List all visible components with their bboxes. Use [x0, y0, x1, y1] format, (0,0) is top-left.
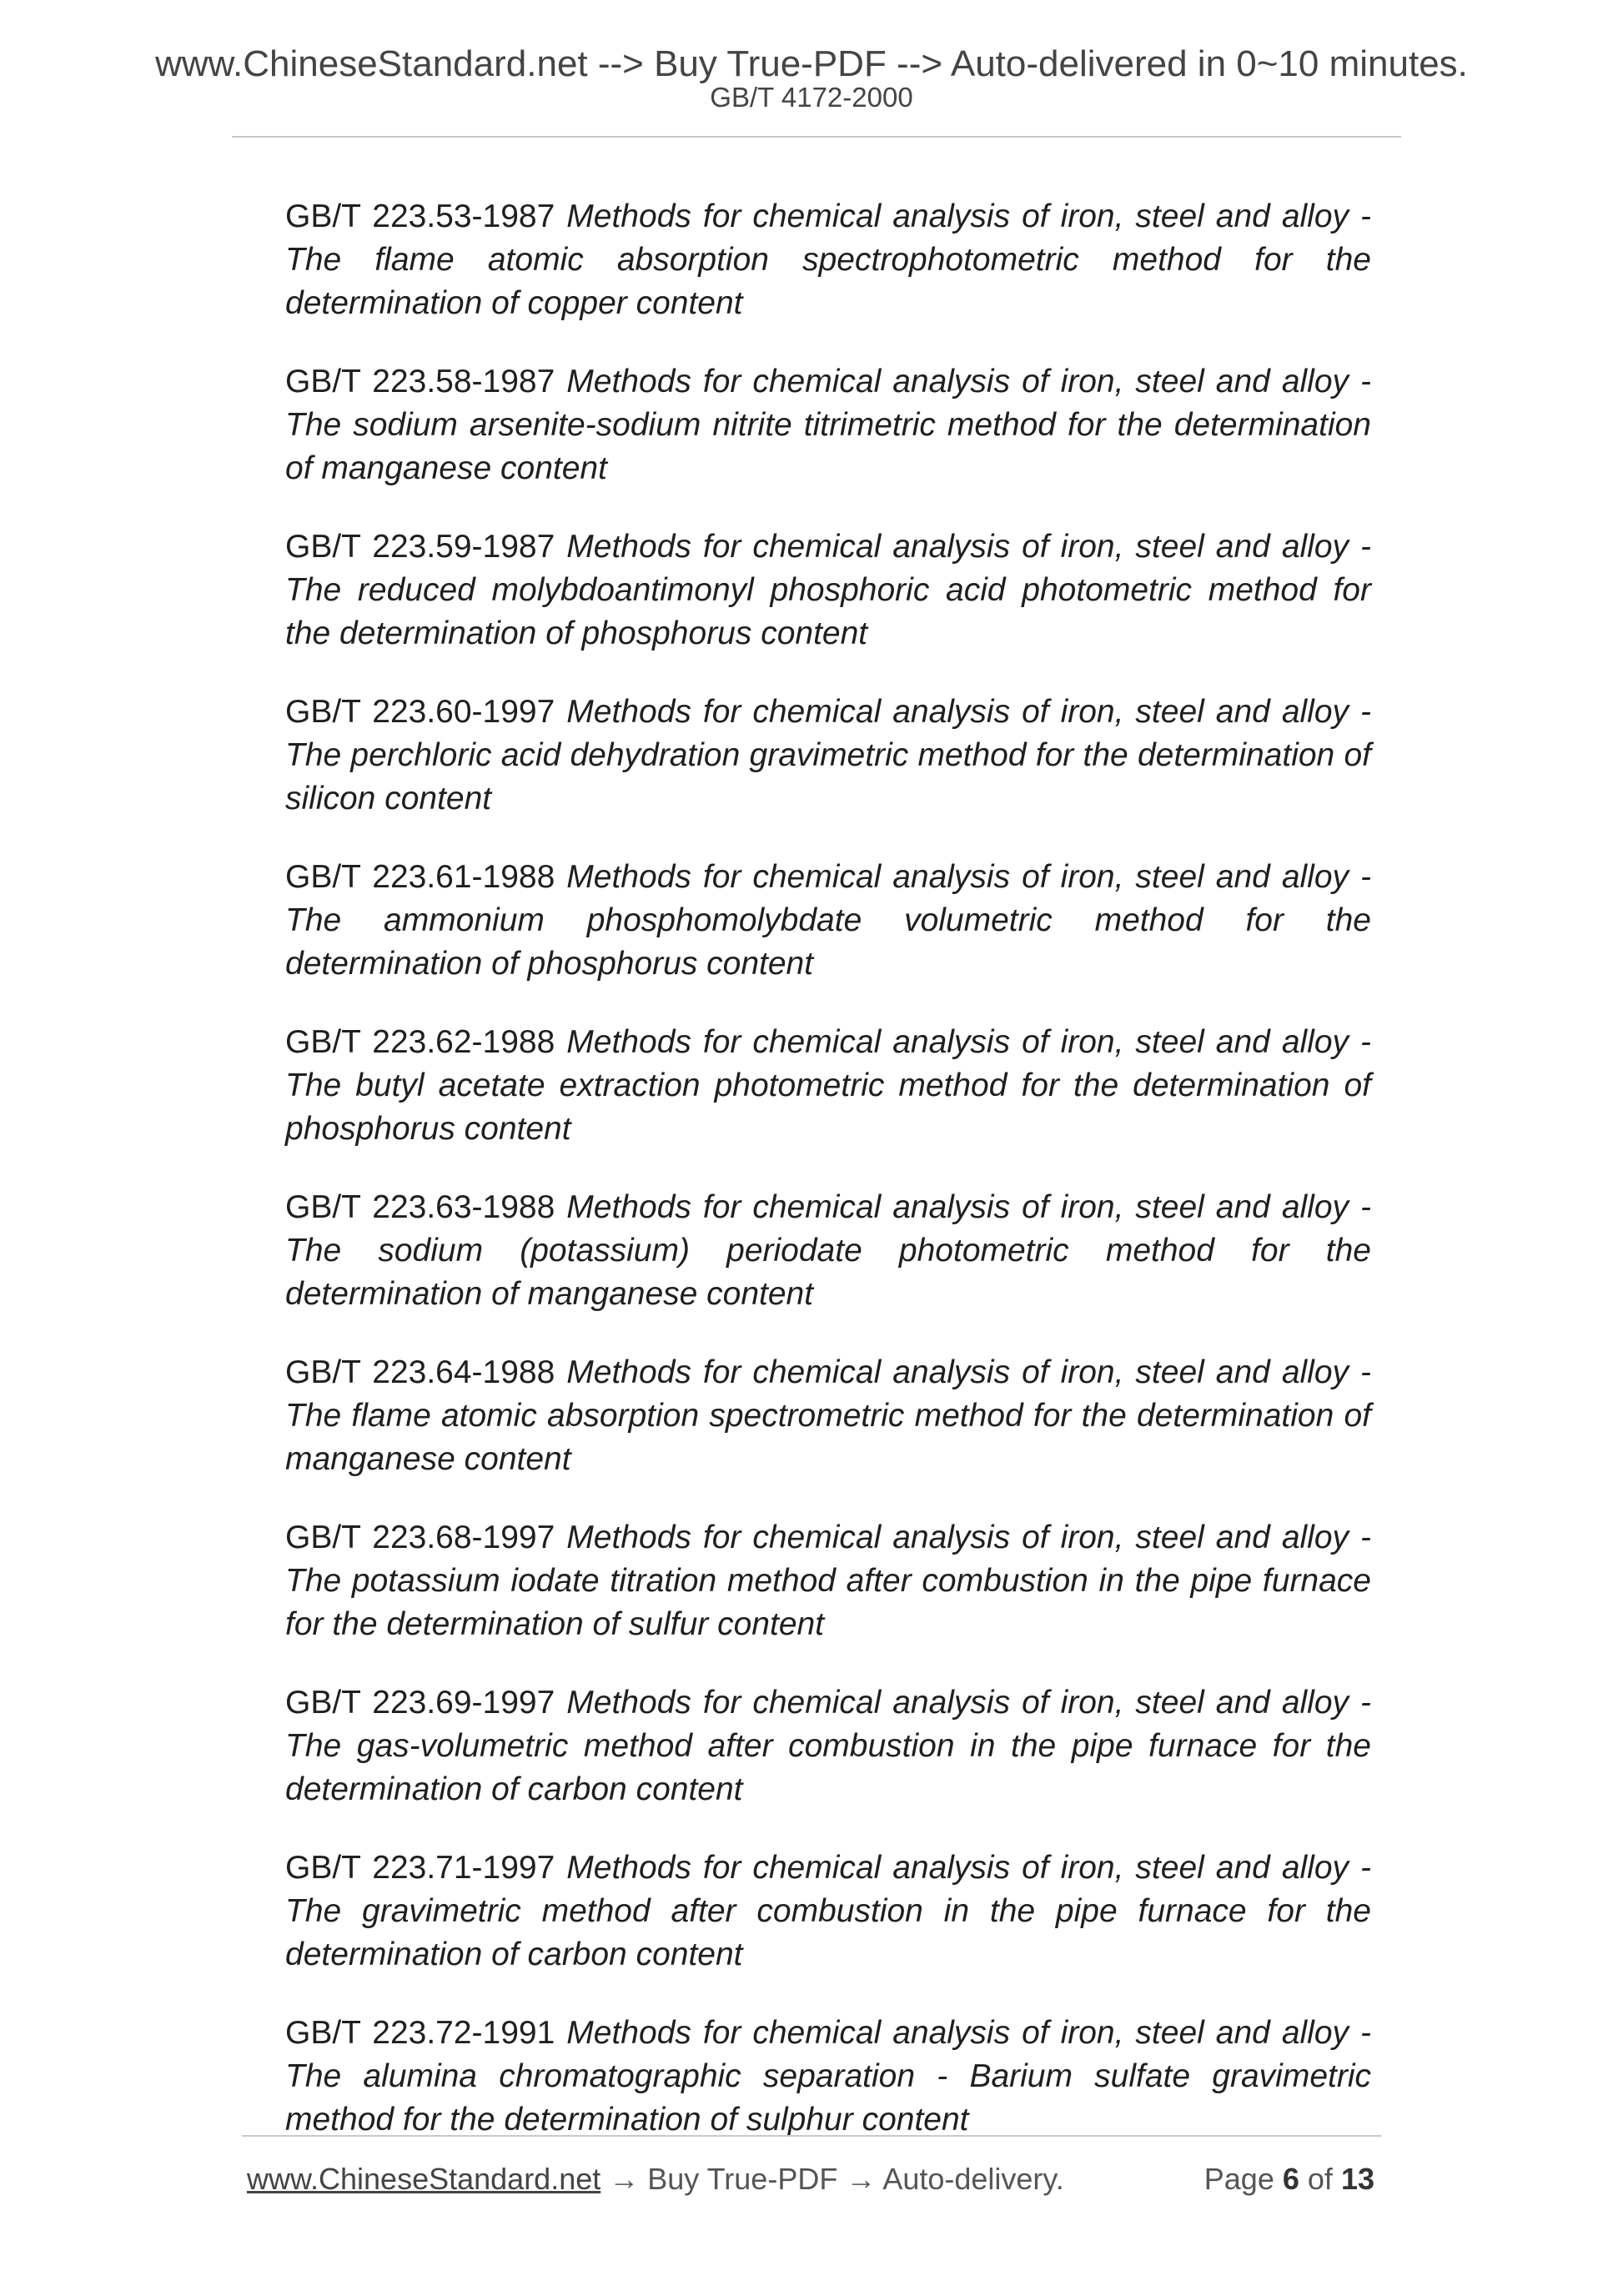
reference-code: GB/T 223.61-1988 — [285, 859, 555, 895]
reference-title: Methods for chemical analysis of iron, steel and alloy - The ammonium phosphomolybdate volumetric method for the determination of phosphorus content — [285, 859, 1371, 982]
reference-item — [285, 691, 1371, 821]
reference-code: GB/T 223.72-1991 — [285, 2015, 555, 2051]
reference-item — [285, 1516, 1371, 1646]
reference-item — [285, 856, 1371, 986]
page-indicator — [1204, 2158, 1374, 2200]
reference-item — [285, 195, 1371, 325]
reference-title: Methods for chemical analysis of iron, steel and alloy - The sodium (potassium) periodate photometric method for the determination of manganese content — [285, 1189, 1371, 1312]
total-pages: 13 — [1340, 2162, 1374, 2196]
reference-item — [285, 1021, 1371, 1151]
reference-code: GB/T 223.69-1997 — [285, 1685, 555, 1721]
reference-title: Methods for chemical analysis of iron, steel and alloy - The potassium iodate titration method after combustion in the pipe furnace for the determination of sulfur content — [285, 1520, 1371, 1642]
reference-title: Methods for chemical analysis of iron, steel and alloy - The alumina chromatographic separation - Barium sulfate gravimetric method for the determination of sulphur content — [285, 2015, 1371, 2138]
reference-code: GB/T 223.62-1988 — [285, 1024, 555, 1060]
header-divider — [232, 136, 1401, 138]
reference-title: Methods for chemical analysis of iron, steel and alloy - The gravimetric method after combustion in the pipe furnace for the determination of carbon content — [285, 1850, 1371, 1972]
footer-tagline: → Buy True-PDF → Auto-delivery. — [600, 2162, 1064, 2196]
of-label: of — [1307, 2162, 1333, 2196]
footer-divider — [242, 2135, 1381, 2137]
reference-title: Methods for chemical analysis of iron, steel and alloy - The gas-volumetric method after combustion in the pipe furnace for the determination of carbon content — [285, 1685, 1371, 1807]
reference-item — [285, 2012, 1371, 2142]
footer-promo — [247, 2158, 1064, 2200]
reference-item — [285, 1846, 1371, 1977]
reference-title: Methods for chemical analysis of iron, steel and alloy - The flame atomic absorption spectrophotometric method for the determination of copper content — [285, 198, 1371, 321]
reference-code: GB/T 223.58-1987 — [285, 364, 555, 399]
reference-code: GB/T 223.63-1988 — [285, 1189, 555, 1225]
reference-title: Methods for chemical analysis of iron, steel and alloy - The butyl acetate extraction photometric method for the determination of phosphorus content — [285, 1024, 1371, 1147]
reference-title: Methods for chemical analysis of iron, steel and alloy - The reduced molybdoantimonyl phosphoric acid photometric method for the determination of phosphorus content — [285, 529, 1371, 651]
reference-item — [285, 1681, 1371, 1811]
reference-code: GB/T 223.71-1997 — [285, 1850, 555, 1886]
reference-item — [285, 525, 1371, 656]
reference-code: GB/T 223.64-1988 — [285, 1354, 555, 1390]
reference-list — [285, 195, 1371, 2177]
reference-item — [285, 1186, 1371, 1316]
reference-item — [285, 360, 1371, 490]
reference-code: GB/T 223.53-1987 — [285, 198, 555, 234]
footer-site-link[interactable]: www.ChineseStandard.net — [247, 2162, 601, 2196]
reference-code: GB/T 223.60-1997 — [285, 694, 555, 730]
document-code: GB/T 4172-2000 — [710, 82, 913, 113]
page-number: 6 — [1282, 2162, 1299, 2196]
header-banner: www.ChineseStandard.net --> Buy True-PDF --> Auto-delivered in 0~10 minutes. — [155, 43, 1468, 84]
reference-title: Methods for chemical analysis of iron, steel and alloy - The flame atomic absorption spectrometric method for the determination of manganese content — [285, 1354, 1371, 1477]
page-label: Page — [1203, 2162, 1274, 2196]
reference-code: GB/T 223.59-1987 — [285, 529, 555, 565]
reference-title: Methods for chemical analysis of iron, steel and alloy - The perchloric acid dehydration gravimetric method for the determination of silicon content — [285, 694, 1371, 816]
reference-title: Methods for chemical analysis of iron, steel and alloy - The sodium arsenite-sodium nitrite titrimetric method for the determination of manganese content — [285, 364, 1371, 486]
reference-code: GB/T 223.68-1997 — [285, 1520, 555, 1555]
page-footer — [247, 2158, 1374, 2200]
reference-item — [285, 1351, 1371, 1481]
